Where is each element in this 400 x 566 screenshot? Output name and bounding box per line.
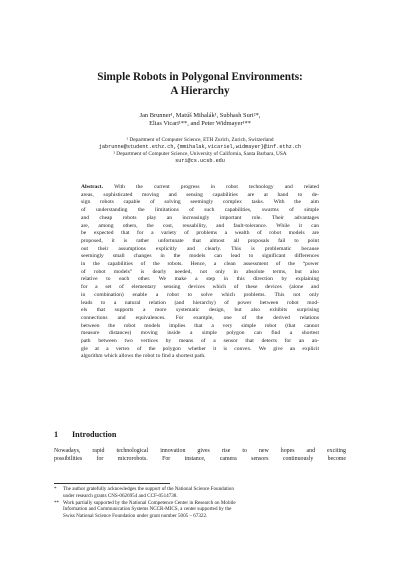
abstract-line: out their assumptions explicitly and clearly. This is problematic because (81, 245, 319, 252)
abstract-line: gle at a vertex of the polygon whether it is convex. We give an explicit (81, 345, 319, 352)
abstract-line (81, 184, 319, 192)
abstract-line: els that supports a more systematic design, but also exhibits surprising (81, 307, 319, 314)
paper-title (60, 70, 340, 98)
footnote-line: under research grants CNS-0626954 and CCF-0514738. (63, 492, 178, 499)
abstract-line: path between two vertices by means of a sensor that detects for an an- (81, 338, 319, 345)
affiliation-1: ¹ Department of Computer Science, ETH Zurich, Zurich, Switzerland (126, 137, 274, 143)
footnote-line: The author gratefully acknowledges the support of the National Science Foundation (63, 486, 234, 492)
section-number: 1 (54, 430, 59, 439)
body-line: Nowadays, rapid technological innovation gives rise to new hopes and exciting (54, 448, 346, 454)
abstract-line: of robot models” is dearly needed, not only in absolute terms, but also (81, 268, 319, 275)
abstract-line: in the capabilities of the robots. Hence, a clean assessment of the “power (81, 261, 319, 268)
abstract-line: between the robot models implies that a very simple robot (that cannot (81, 322, 319, 329)
author-list (60, 112, 340, 129)
abstract-line: be expected that for a variety of problems a wealth of robot models are (81, 230, 319, 237)
section-title: Introduction (72, 430, 117, 439)
affiliations (40, 137, 360, 165)
abstract-line-text: With the current progress in robot technology and related (114, 184, 319, 190)
abstract-line: proposed, it is rather unfortunate that almost all proposals fail to point (81, 237, 319, 244)
footnote-divider (54, 483, 170, 484)
abstract-line: seemingly small changes in the models can lead to significant differences (81, 253, 319, 260)
affiliation-2: ² Department of Computer Science, University of California, Santa Barbara, USA (113, 151, 287, 157)
footnote-line: Swiss National Science Foundation under grant number 5005 – 67322. (63, 512, 208, 519)
abstract-line: connections and equivalences. For example, one of the derived relations (81, 314, 319, 321)
authors-line: Jan Brunner¹, Matúš Mihalák¹, Subhash Suri²*, (139, 112, 261, 119)
footnote-1 (54, 486, 346, 499)
abstract-line: in combination) enable a robot to solve which problems. This not only (81, 291, 319, 298)
abstract-line: areas, sophisticated moving and sensing capabilities are at hand to de- (81, 191, 319, 198)
section-heading-introduction (54, 430, 116, 439)
title-line: A Hierarchy (170, 85, 230, 97)
footnote-marker: * (54, 486, 57, 492)
affiliation-2-email: suri@cs.ucsb.edu (175, 158, 225, 164)
abstract-line: of understanding the limitations of such capabilities, swarms of simple (81, 207, 319, 214)
introduction-text (54, 447, 346, 463)
footnote-marker: ** (54, 499, 60, 506)
abstract (81, 184, 319, 361)
footnote-line: Information and Communication Systems NCCR-MICS, a center supported by the (63, 506, 232, 513)
abstract-line: and cheap robots play an increasingly important role. Their advantages (81, 214, 319, 221)
abstract-line: algorithm which allows the robot to find a shortest path. (81, 353, 206, 360)
abstract-label: Abstract. (81, 184, 104, 190)
abstract-line: measure distances) moving inside a simple polygon can find a shortest (81, 330, 319, 337)
abstract-line: are, among others, the cost, reusability, and fault-tolerance. While it can (81, 222, 319, 229)
title-line: Simple Robots in Polygonal Environments: (97, 71, 303, 83)
footnotes (54, 486, 346, 520)
footnote-line: Work partially supported by the National Competence Center in Research on Mobile (63, 499, 236, 506)
abstract-line: leads to a natural relation (and hierarchy) of power between robot mod- (81, 299, 319, 306)
abstract-line: for a set of elementary sensing devices which of these devices (alone and (81, 284, 319, 291)
abstract-line: relative to each other. We make a step in this direction by explaining (81, 276, 319, 283)
authors-line: Elias Vicari¹**, and Peter Widmayer¹** (149, 120, 251, 128)
body-line: possibilities for microrobots. For instance, camera sensors continuously become (54, 456, 346, 463)
footnote-2 (54, 500, 346, 520)
abstract-line: sign robots capable of solving seemingly complex tasks. With the aim (81, 199, 319, 206)
affiliation-1-emails: jabrunne@student.ethz.ch,{mmihalak,vicariel,widmayer}@inf.ethz.ch (98, 144, 302, 150)
